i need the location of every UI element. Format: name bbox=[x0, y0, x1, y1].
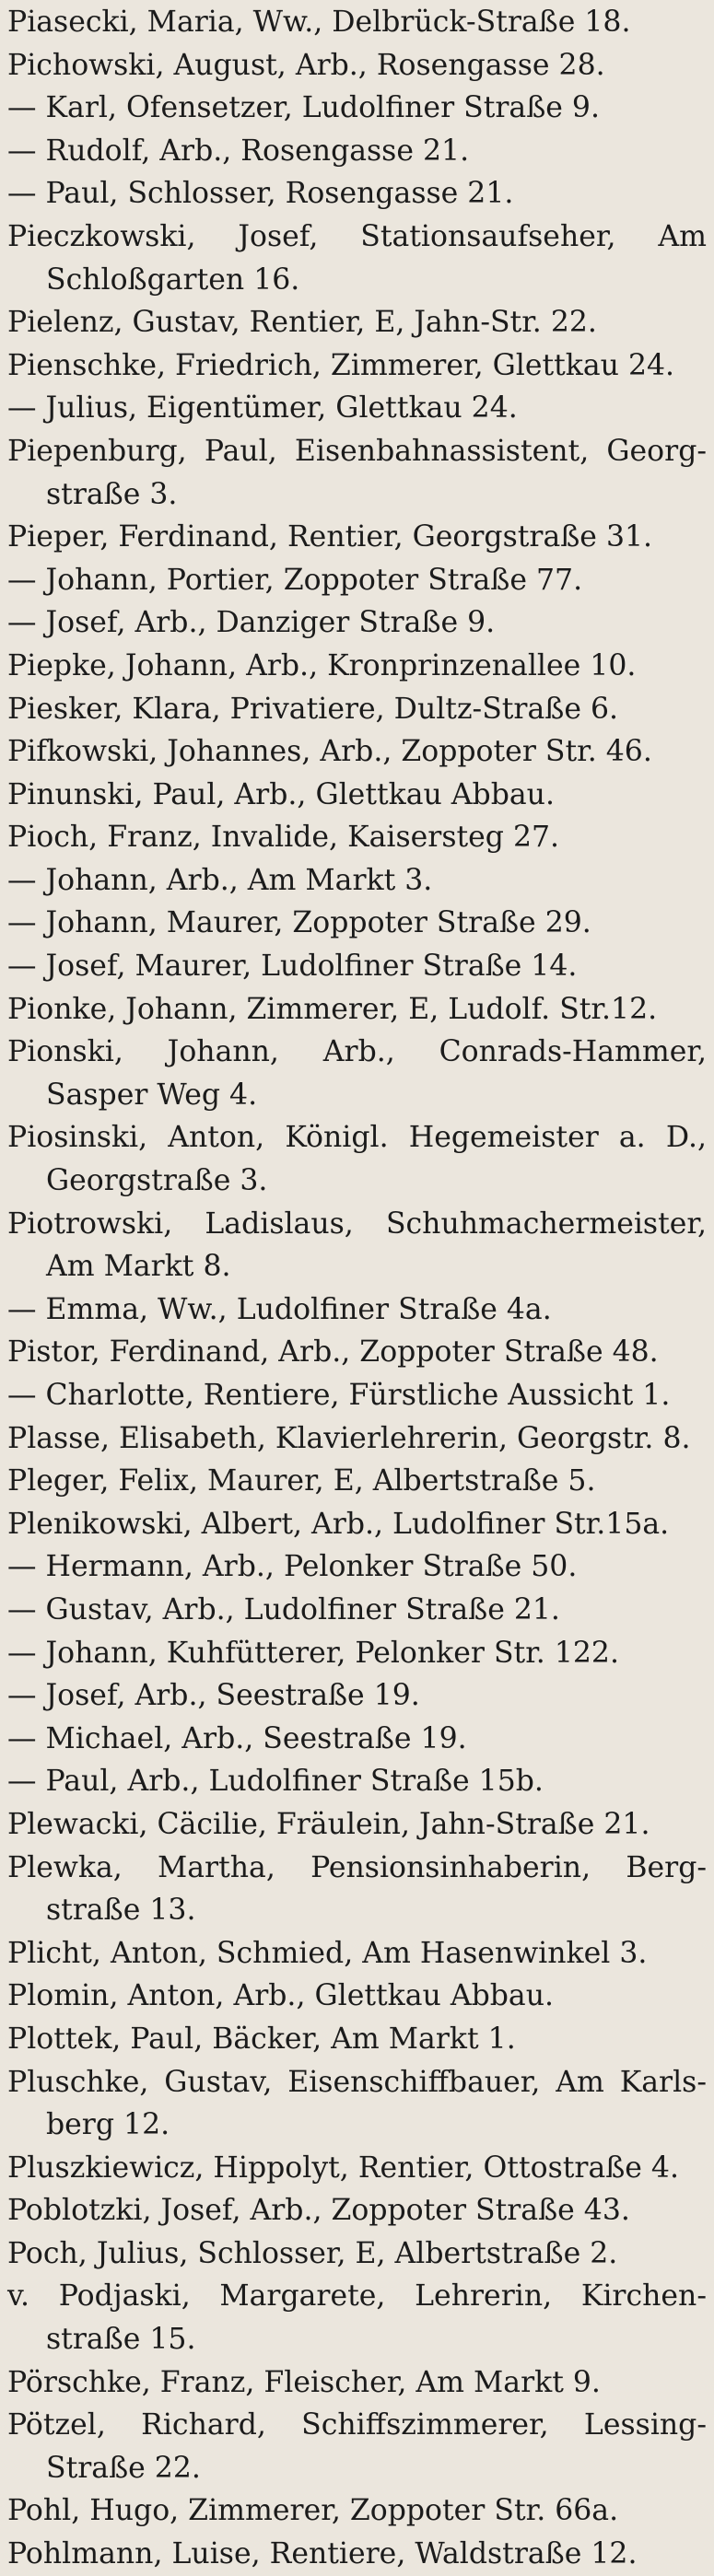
directory-entry: Pluschke, Gustav, Eisenschiffbauer, Am Karls-berg 12. bbox=[7, 2065, 707, 2142]
directory-entry: — Josef, Arb., Danziger Straße 9. bbox=[7, 606, 496, 640]
directory-entry: Plenikowski, Albert, Arb., Ludolfiner Str.15a. bbox=[7, 1507, 670, 1541]
directory-entry: Plicht, Anton, Schmied, Am Hasenwinkel 3. bbox=[7, 1936, 648, 1970]
directory-entry: — Johann, Portier, Zoppoter Straße 77. bbox=[7, 563, 583, 597]
directory-entry: — Gustav, Arb., Ludolfiner Straße 21. bbox=[7, 1592, 560, 1626]
directory-entry: Piesker, Klara, Privatiere, Dultz-Straße 6. bbox=[7, 692, 619, 726]
directory-entry: — Hermann, Arb., Pelonker Straße 50. bbox=[7, 1550, 578, 1584]
directory-entry: Piasecki, Maria, Ww., Delbrück-Straße 18. bbox=[7, 6, 631, 39]
directory-entry: — Paul, Arb., Ludolfiner Straße 15b. bbox=[7, 1765, 544, 1799]
directory-entry: Pinunski, Paul, Arb., Glettkau Abbau. bbox=[7, 777, 555, 811]
directory-entry: Pieper, Ferdinand, Rentier, Georgstraße 31. bbox=[7, 520, 653, 554]
directory-entry-list bbox=[0, 1, 714, 2576]
directory-entry: Poch, Julius, Schlosser, E, Albertstraße 2. bbox=[7, 2236, 618, 2270]
directory-entry: Pörschke, Franz, Fleischer, Am Markt 9. bbox=[7, 2365, 601, 2399]
directory-entry: Piepke, Johann, Arb., Kronprinzenallee 10. bbox=[7, 648, 637, 682]
directory-entry: Pifkowski, Johannes, Arb., Zoppoter Str. 46. bbox=[7, 735, 652, 769]
directory-entry: Pichowski, August, Arb., Rosengasse 28. bbox=[7, 48, 605, 82]
directory-entry: Piosinski, Anton, Königl. Hegemeister a. D., Georgstraße 3. bbox=[7, 1121, 707, 1198]
directory-entry: — Julius, Eigentümer, Glettkau 24. bbox=[7, 391, 518, 425]
directory-entry: — Josef, Arb., Seestraße 19. bbox=[7, 1679, 420, 1713]
directory-entry: — Rudolf, Arb., Rosengasse 21. bbox=[7, 134, 470, 168]
directory-entry: — Johann, Kuhfütterer, Pelonker Str. 122. bbox=[7, 1636, 619, 1670]
directory-entry: — Michael, Arb., Seestraße 19. bbox=[7, 1721, 467, 1755]
directory-entry: Pieczkowski, Josef, Stationsaufseher, Am Schloßgarten 16. bbox=[7, 219, 707, 297]
directory-entry: Piotrowski, Ladislaus, Schuhmachermeister, Am Markt 8. bbox=[7, 1206, 707, 1284]
directory-entry: Plomin, Anton, Arb., Glettkau Abbau. bbox=[7, 1979, 554, 2013]
directory-entry: Plasse, Elisabeth, Klavierlehrerin, Georgstr. 8. bbox=[7, 1421, 691, 1455]
directory-entry: Poblotzki, Josef, Arb., Zoppoter Straße 43. bbox=[7, 2194, 630, 2228]
directory-entry: Plottek, Paul, Bäcker, Am Markt 1. bbox=[7, 2022, 516, 2056]
directory-entry: Pielenz, Gustav, Rentier, E, Jahn-Str. 22. bbox=[7, 306, 597, 340]
directory-entry: Pluszkiewicz, Hippolyt, Rentier, Ottostraße 4. bbox=[7, 2151, 679, 2185]
directory-entry: Plewka, Martha, Pensionsinhaberin, Berg-straße 13. bbox=[7, 1850, 707, 1928]
directory-entry: v. Podjaski, Margarete, Lehrerin, Kirchen-straße 15. bbox=[7, 2279, 707, 2357]
directory-entry: Plewacki, Cäcilie, Fräulein, Jahn-Straße 21. bbox=[7, 1807, 650, 1841]
directory-entry: — Josef, Maurer, Ludolfiner Straße 14. bbox=[7, 950, 578, 984]
directory-entry: Pienschke, Friedrich, Zimmerer, Glettkau 24. bbox=[7, 348, 675, 382]
directory-entry: — Johann, Arb., Am Markt 3. bbox=[7, 863, 433, 897]
directory-entry: Pleger, Felix, Maurer, E, Albertstraße 5. bbox=[7, 1464, 596, 1498]
directory-entry: Pistor, Ferdinand, Arb., Zoppoter Straße 48. bbox=[7, 1335, 659, 1370]
directory-entry: — Johann, Maurer, Zoppoter Straße 29. bbox=[7, 906, 591, 940]
directory-entry: — Karl, Ofensetzer, Ludolfiner Straße 9. bbox=[7, 91, 600, 125]
directory-entry: Piepenburg, Paul, Eisenbahnassistent, Georg-straße 3. bbox=[7, 434, 707, 511]
directory-entry: Pionke, Johann, Zimmerer, E, Ludolf. Str.12. bbox=[7, 992, 658, 1026]
directory-entry: Pohlmann, Luise, Rentiere, Waldstraße 12. bbox=[7, 2537, 638, 2571]
directory-entry: Pioch, Franz, Invalide, Kaisersteg 27. bbox=[7, 821, 560, 855]
directory-entry: Pohl, Hugo, Zimmerer, Zoppoter Str. 66a. bbox=[7, 2494, 619, 2528]
directory-entry: — Charlotte, Rentiere, Fürstliche Aussicht 1. bbox=[7, 1379, 671, 1412]
directory-entry: — Paul, Schlosser, Rosengasse 21. bbox=[7, 177, 514, 211]
directory-entry: Pionski, Johann, Arb., Conrads-Hammer, Sasper Weg 4. bbox=[7, 1035, 707, 1112]
directory-entry: Pötzel, Richard, Schiffszimmerer, Lessing-Straße 22. bbox=[7, 2408, 707, 2485]
directory-entry: — Emma, Ww., Ludolfiner Straße 4a. bbox=[7, 1292, 552, 1326]
